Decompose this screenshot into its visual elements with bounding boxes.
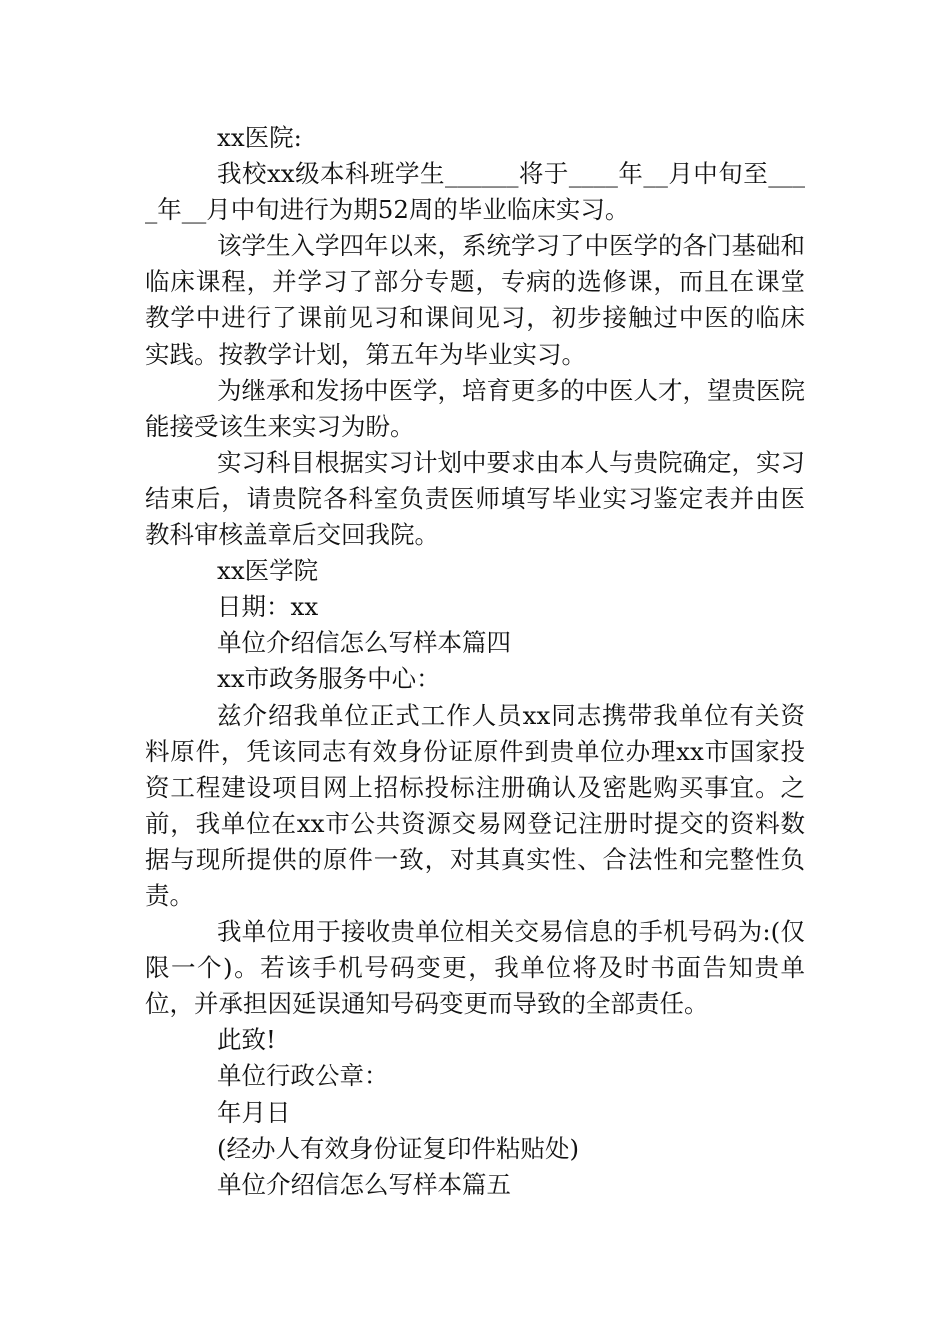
paragraph-phone: 我单位用于接收贵单位相关交易信息的手机号码为:(仅限一个)。若该手机号码变更，我单位将及时书面告知贵单位，并承担因延误通知号码变更而导致的全部责任。 — [145, 917, 805, 1019]
paragraph-student-background: 该学生入学四年以来，系统学习了中医学的各门基础和临床课程，并学习了部分专题，专病的选修课，而且在课堂教学中进行了课前见习和课间见习，初步接触过中医的临床实践。按教学计划，第五年为毕业实习。 — [145, 231, 805, 369]
section-heading-5: 单位介绍信怎么写样本篇五 — [217, 1169, 511, 1199]
date-line: 日期：xx — [217, 592, 319, 622]
id-copy-note: (经办人有效身份证复印件粘贴处) — [217, 1133, 580, 1163]
salutation-hospital: xx医院: — [217, 123, 302, 152]
paragraph-evaluation: 实习科目根据实习计划中要求由本人与贵院确定，实习结束后，请贵院各科室负责医师填写毕业实习鉴定表并由医教科审核盖章后交回我院。 — [145, 447, 805, 550]
salutation-service-center: xx市政务服务中心： — [217, 664, 441, 694]
official-seal-line: 单位行政公章： — [217, 1061, 389, 1091]
document-body — [145, 120, 805, 1203]
date-placeholder: 年月日 — [217, 1097, 291, 1127]
signature-college: xx医学院 — [217, 556, 319, 586]
section-heading-4: 单位介绍信怎么写样本篇四 — [217, 628, 511, 658]
paragraph-introduction: 兹介绍我单位正式工作人员xx同志携带我单位有关资料原件，凭该同志有效身份证原件到贵单位办理xx市国家投资工程建设项目网上招标投标注册确认及密匙购买事宜。之前，我单位在xx市公共资源交易网登记注册时提交的资料数据与现所提供的原件一致，对其真实性、合法性和完整性负责。 — [145, 700, 805, 910]
closing-regards: 此致! — [217, 1025, 276, 1055]
paragraph-internship-period: 我校xx级本科班学生______将于____年__月中旬至____年__月中旬进行为期52周的毕业临床实习。 — [145, 159, 805, 225]
paragraph-request: 为继承和发扬中医学，培育更多的中医人才，望贵医院能接受该生来实习为盼。 — [145, 375, 805, 441]
